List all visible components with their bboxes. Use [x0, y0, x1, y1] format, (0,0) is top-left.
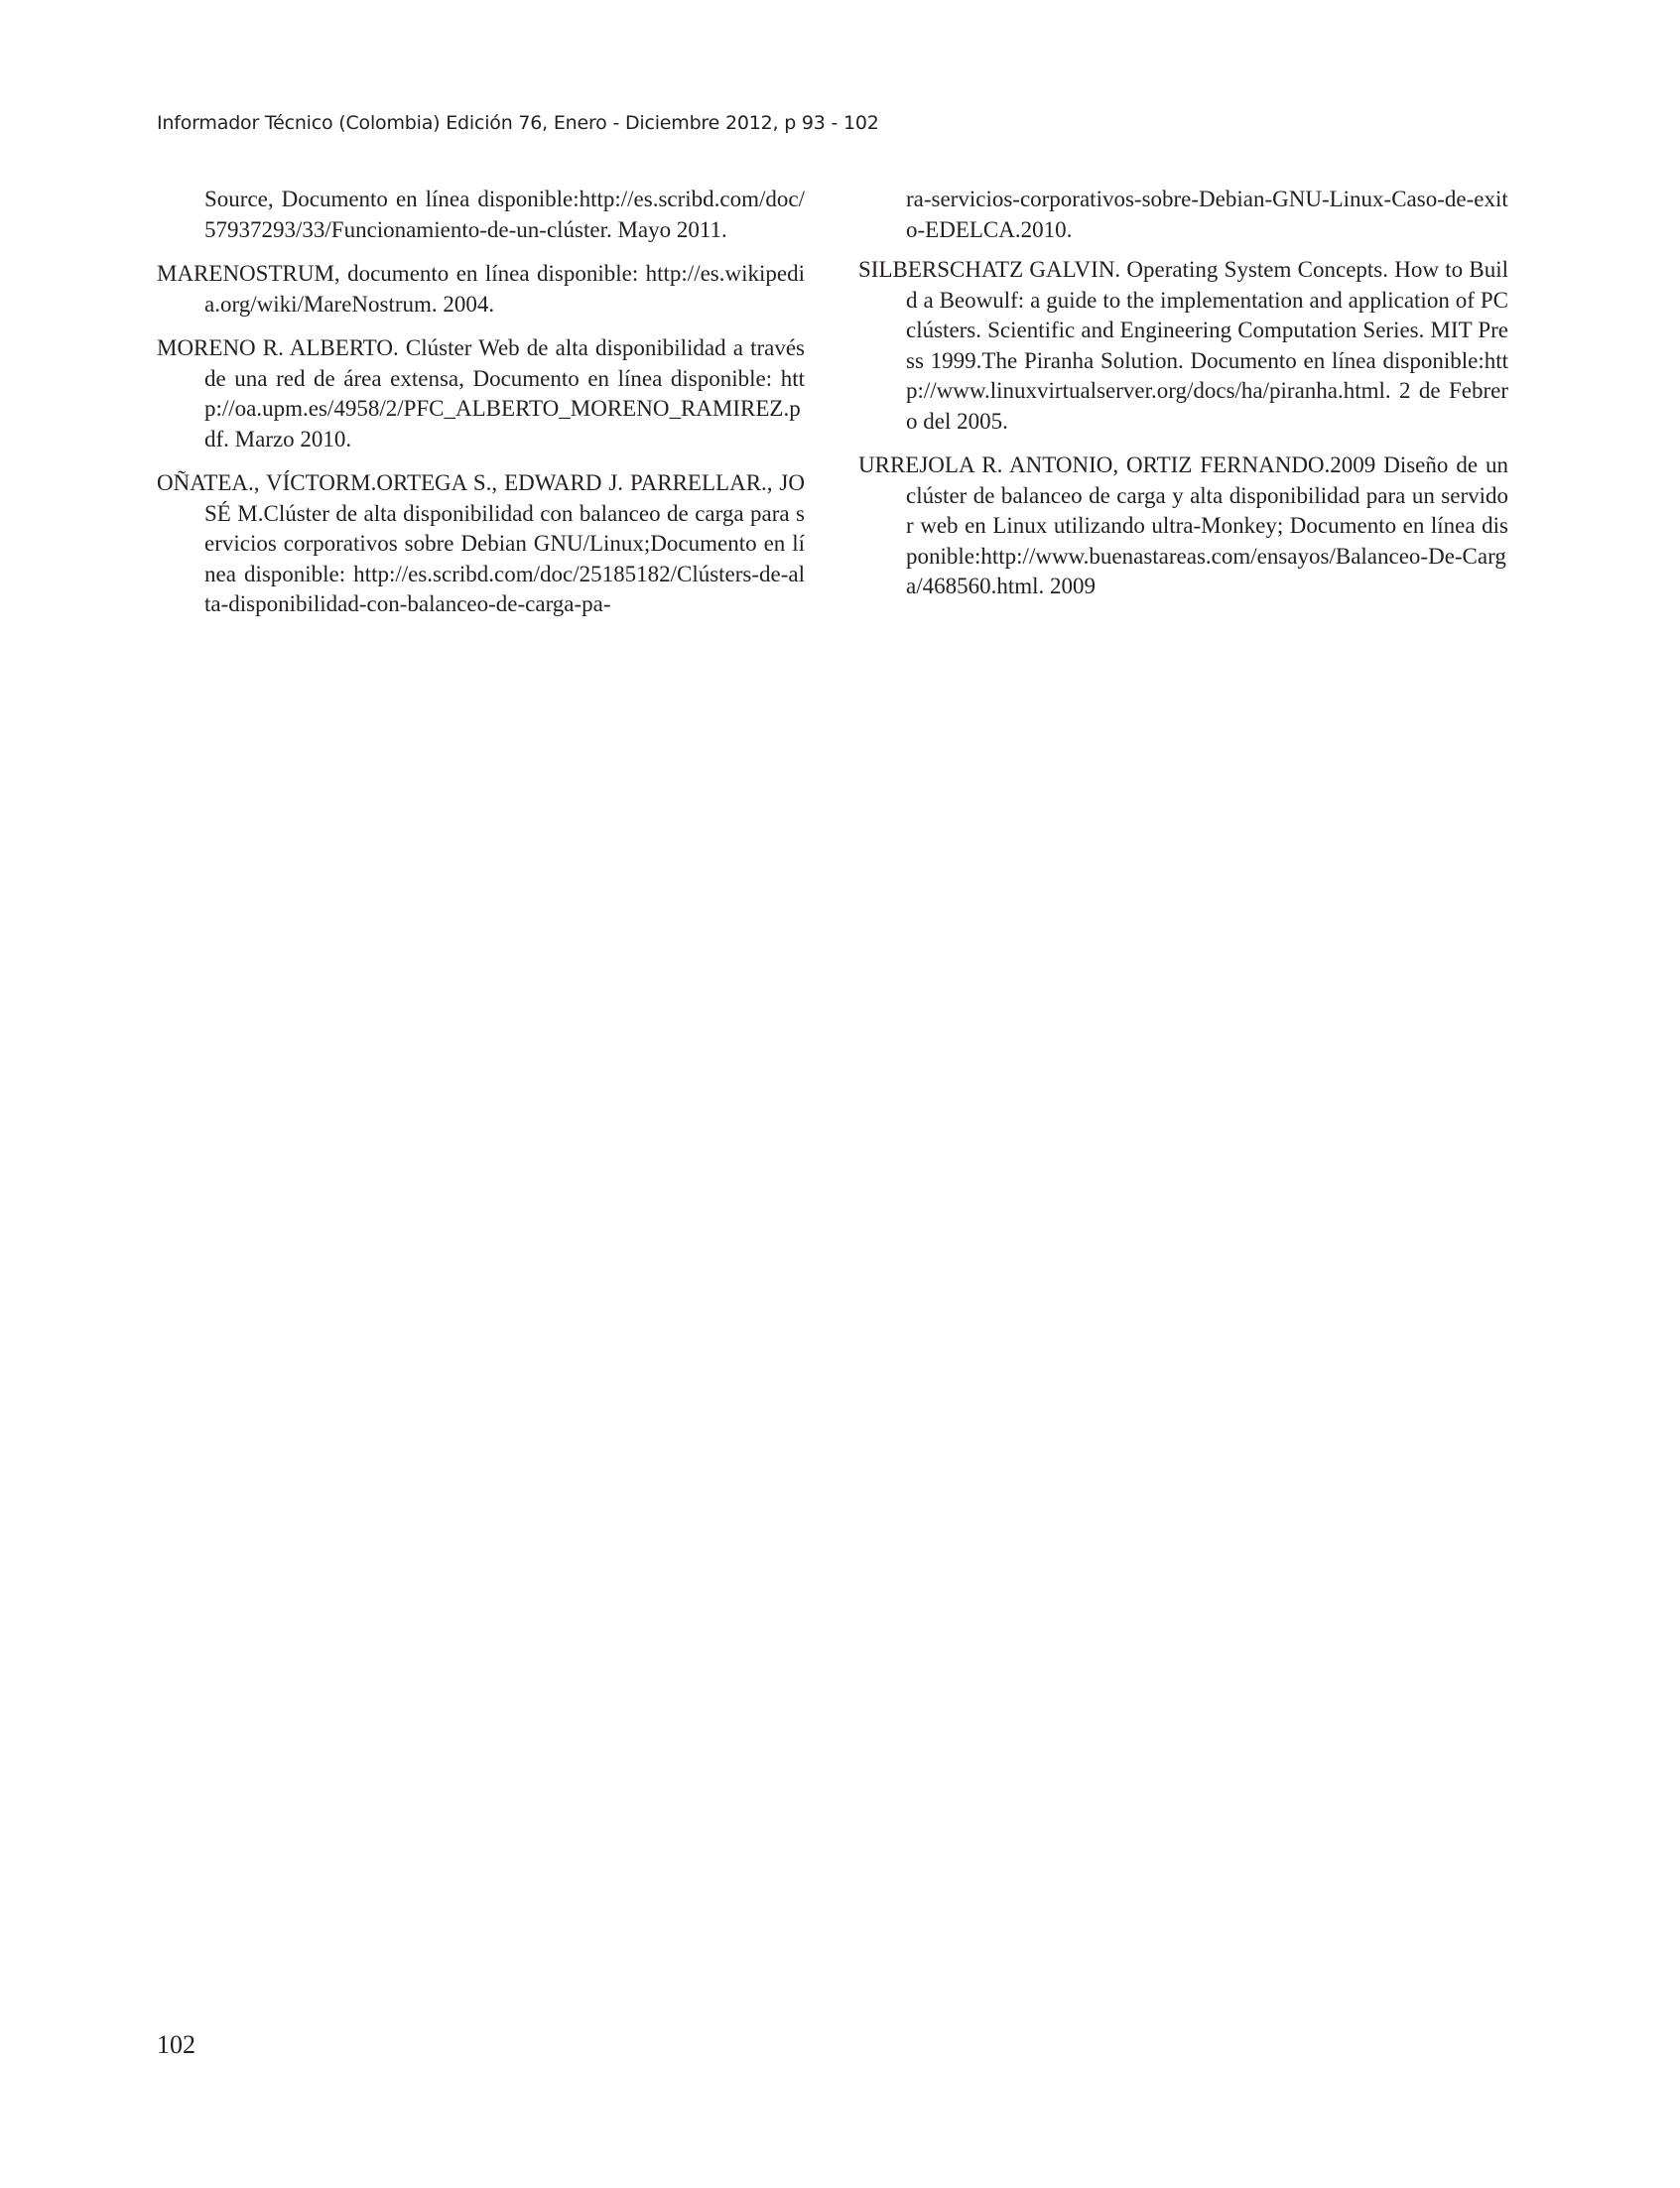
page-number: 102 [157, 2030, 195, 2059]
references-left-column [157, 185, 805, 634]
references-right-column [858, 185, 1508, 616]
reference-urrejola: URREJOLA R. ANTONIO, ORTIZ FERNANDO.2009 Diseño de un clúster de balanceo de carga y alta disponibilidad para un servidor web en Linux utilizando ultra-Monkey; Documento en línea disponible:http://www.buenastareas.com/ensayos/Balanceo-De-Carga/468560.html. 2009 [858, 452, 1508, 598]
reference-moreno: MORENO R. ALBERTO. Clúster Web de alta disponibilidad a través de una red de área extensa, Documento en línea disponible: http://oa.upm.es/4958/2/PFC_ALBERTO_MORENO_RAMIREZ.pdf. Marzo 2010. [157, 335, 805, 451]
reference-marenostrum: MARENOSTRUM, documento en línea disponible: http://es.wikipedia.org/wiki/MareNostrum. 2004. [157, 261, 805, 317]
reference-onate: OÑATEA., VÍCTORM.ORTEGA S., EDWARD J. PARRELLAR., JOSÉ M.Clúster de alta disponibilidad con balanceo de carga para servicios corporativos sobre Debian GNU/Linux;Documento en línea disponible: http://es.scribd.com/doc/25185182/Clústers-de-alta-disponibilidad-con-balanceo-de-carga-pa- [157, 470, 805, 616]
reference-continuation-right: ra-servicios-corporativos-sobre-Debian-GNU-Linux-Caso-de-exito-EDELCA.2010. [906, 187, 1508, 242]
reference-continuation: Source, Documento en línea disponible:http://es.scribd.com/doc/57937293/33/Funcionamiento-de-un-clúster. Mayo 2011. [204, 187, 805, 242]
running-header: Informador Técnico (Colombia) Edición 76, Enero - Diciembre 2012, p 93 - 102 [157, 112, 879, 134]
reference-silberschatz: SILBERSCHATZ GALVIN. Operating System Concepts. How to Build a Beowulf: a guide to the implementation and application of PC clústers. Scientific and Engineering Computation Series. MIT Press 1999.The Piranha Solution. Documento en línea disponible:http://www.linuxvirtualserver.org/docs/ha/piranha.html. 2 de Febrero del 2005. [858, 257, 1508, 434]
